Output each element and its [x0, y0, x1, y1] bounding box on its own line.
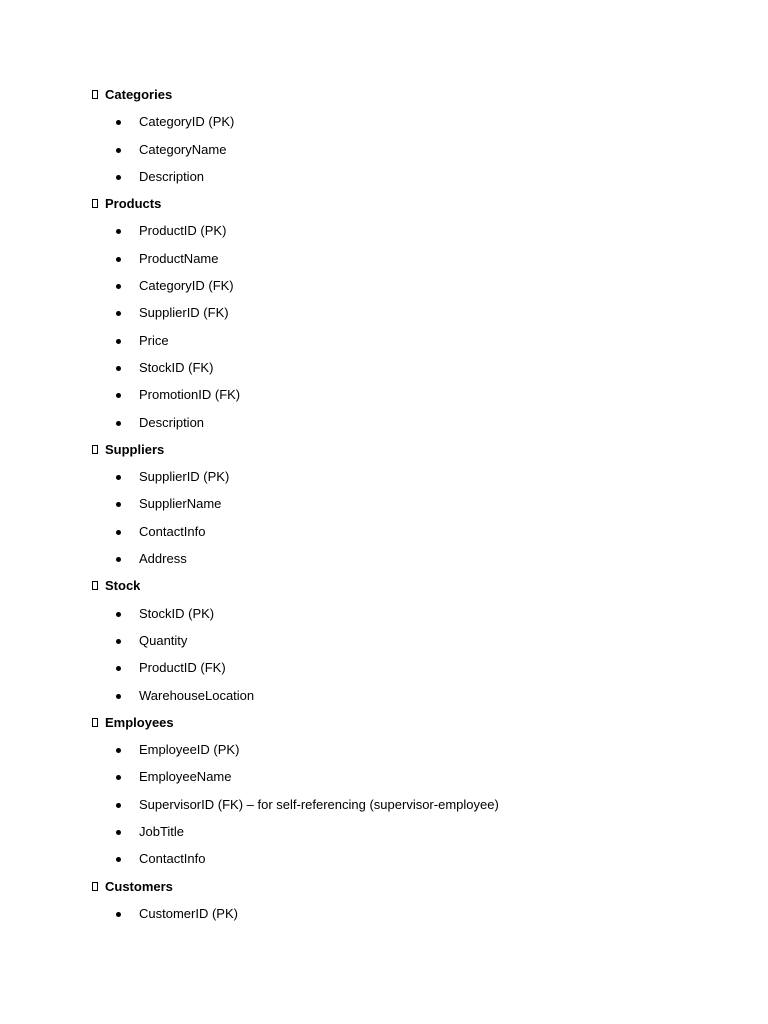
field-text: SupplierID (PK) [139, 469, 230, 485]
field-list [92, 605, 499, 714]
section-title: Customers [105, 878, 173, 894]
bullet-icon [116, 229, 121, 234]
list-item [92, 850, 499, 877]
section-heading [92, 878, 499, 905]
section-heading [92, 577, 499, 604]
list-item [92, 414, 499, 441]
list-item [92, 768, 499, 795]
section-heading [92, 195, 499, 222]
list-item [92, 168, 499, 195]
document-content [92, 86, 499, 932]
bullet-icon [116, 175, 121, 180]
bullet-icon [116, 311, 121, 316]
section-title: Suppliers [105, 441, 165, 457]
list-item [92, 523, 499, 550]
field-text: SupervisorID (FK) – for self-referencing (supervisor-employee) [139, 796, 499, 812]
field-text: PromotionID (FK) [139, 387, 241, 403]
list-item [92, 823, 499, 850]
list-item [92, 495, 499, 522]
field-list [92, 741, 499, 877]
bullet-icon [116, 393, 121, 398]
bullet-icon [116, 339, 121, 344]
field-text: SupplierID (FK) [139, 305, 229, 321]
list-item [92, 304, 499, 331]
field-text: EmployeeID (PK) [139, 742, 240, 758]
field-text: ProductName [139, 250, 219, 266]
section-title: Categories [105, 87, 173, 102]
bullet-icon [116, 257, 121, 262]
bullet-icon [116, 694, 121, 699]
field-text: Description [139, 414, 205, 430]
field-text: CategoryID (PK) [139, 114, 235, 130]
field-text: StockID (PK) [139, 605, 215, 621]
bullet-icon [116, 502, 121, 507]
bullet-icon [116, 421, 121, 426]
list-item [92, 741, 499, 768]
field-text: StockID (FK) [139, 359, 214, 375]
list-item [92, 277, 499, 304]
bullet-icon [116, 284, 121, 289]
bullet-icon [116, 912, 121, 917]
missing-glyph-icon [92, 581, 98, 590]
field-text: Address [139, 551, 187, 567]
list-item [92, 550, 499, 577]
missing-glyph-icon [92, 882, 98, 891]
field-text: ProductID (FK) [139, 660, 226, 676]
field-text: WarehouseLocation [139, 687, 255, 703]
list-item [92, 905, 499, 932]
field-list [92, 222, 499, 440]
list-item [92, 605, 499, 632]
field-list [92, 905, 499, 932]
field-text: CustomerID (PK) [139, 905, 238, 921]
section-heading [92, 714, 499, 741]
bullet-icon [116, 639, 121, 644]
list-item [92, 386, 499, 413]
bullet-icon [116, 857, 121, 862]
bullet-icon [116, 120, 121, 125]
missing-glyph-icon [92, 199, 98, 208]
list-item [92, 141, 499, 168]
section-title: Products [105, 196, 162, 212]
bullet-icon [116, 366, 121, 371]
section-heading [92, 86, 499, 113]
bullet-icon [116, 830, 121, 835]
list-item [92, 250, 499, 277]
field-text: Price [139, 332, 169, 348]
field-list [92, 113, 499, 195]
list-item [92, 468, 499, 495]
section-heading [92, 441, 499, 468]
field-text: ProductID (PK) [139, 223, 227, 239]
field-text: SupplierName [139, 496, 222, 512]
list-item [92, 659, 499, 686]
bullet-icon [116, 475, 121, 480]
list-item [92, 796, 499, 823]
section-title: Employees [105, 714, 174, 730]
list-item [92, 687, 499, 714]
bullet-icon [116, 612, 121, 617]
missing-glyph-icon [92, 445, 98, 454]
field-text: CategoryName [139, 141, 227, 157]
missing-glyph-icon [92, 90, 98, 99]
bullet-icon [116, 530, 121, 535]
bullet-icon [116, 666, 121, 671]
field-text: ContactInfo [139, 523, 206, 539]
bullet-icon [116, 148, 121, 153]
field-text: Quantity [139, 632, 188, 648]
field-text: ContactInfo [139, 851, 206, 867]
bullet-icon [116, 748, 121, 753]
section-title: Stock [105, 578, 141, 594]
bullet-icon [116, 775, 121, 780]
bullet-icon [116, 803, 121, 808]
list-item [92, 222, 499, 249]
field-text: EmployeeName [139, 769, 232, 785]
missing-glyph-icon [92, 718, 98, 727]
field-text: CategoryID (FK) [139, 278, 234, 294]
field-text: Description [139, 168, 205, 184]
list-item [92, 332, 499, 359]
list-item [92, 113, 499, 140]
bullet-icon [116, 557, 121, 562]
field-list [92, 468, 499, 577]
list-item [92, 632, 499, 659]
field-text: JobTitle [139, 824, 185, 840]
list-item [92, 359, 499, 386]
